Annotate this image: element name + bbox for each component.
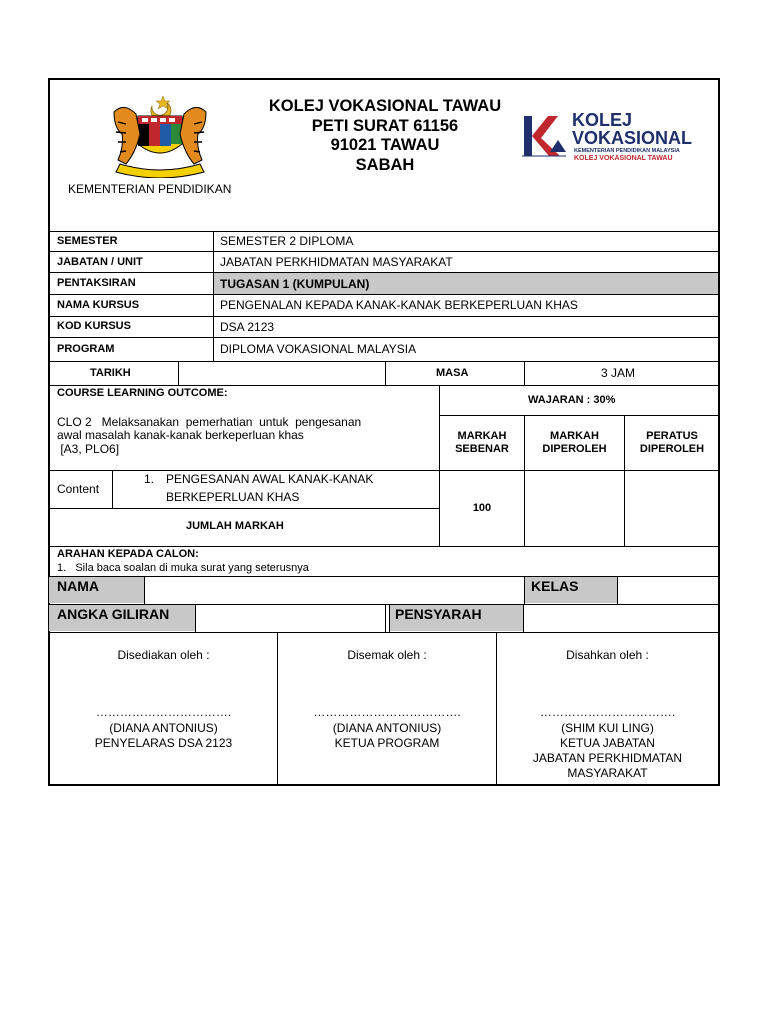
nama-field[interactable]: [145, 577, 524, 603]
signature-prepared-title: Disediakan oleh :: [117, 648, 210, 662]
header-markah-diperoleh-l1: MARKAH: [550, 430, 599, 442]
signature-checked-title: Disemak oleh :: [347, 648, 427, 662]
ministry-label: KEMENTERIAN PENDIDIKAN: [68, 182, 232, 196]
value-masa: 3 JAM: [601, 366, 636, 380]
signature-approved-dept-2: MASYARAKAT: [567, 766, 648, 780]
label-kod-kursus: KOD KURSUS: [57, 320, 131, 332]
header-markah-sebenar-l2: SEBENAR: [455, 443, 509, 455]
kelas-field[interactable]: [618, 577, 718, 603]
signature-approved-line: …………………………….: [539, 705, 676, 719]
arahan-item: 1. Sila baca soalan di muka surat yang seterusnya: [57, 562, 309, 574]
content-item-number: 1.: [144, 472, 155, 486]
label-masa: MASA: [436, 367, 469, 379]
header-peratus-diperoleh: [625, 430, 719, 456]
wajaran-label: WAJARAN : 30%: [528, 394, 616, 406]
signature-prepared-line: …………………………….: [95, 705, 232, 719]
nama-label: NAMA: [57, 578, 99, 594]
header-markah-sebenar-l1: MARKAH: [457, 430, 507, 442]
signature-checked: [278, 648, 496, 750]
header-markah-diperoleh-l2: DIPEROLEH: [542, 443, 607, 455]
clo-line-3: [A3, PLO6]: [57, 442, 120, 456]
signature-approved-title: Disahkan oleh :: [566, 648, 649, 662]
value-nama-kursus: PENGENALAN KEPADA KANAK-KANAK BERKEPERLUAN KHAS: [220, 298, 578, 312]
label-jabatan: JABATAN / UNIT: [57, 256, 143, 268]
jumlah-markah-label: JUMLAH MARKAH: [186, 520, 284, 532]
label-tarikh: TARIKH: [90, 367, 131, 379]
signature-approved-dept-1: JABATAN PERKHIDMATAN: [532, 751, 683, 765]
pensyarah-label: PENSYARAH: [395, 606, 482, 622]
content-label: Content: [57, 482, 100, 496]
logo-sub-college: KOLEJ VOKASIONAL TAWAU: [574, 155, 673, 162]
signature-approved-name: (SHIM KUI LING): [561, 721, 654, 735]
college-state: SABAH: [355, 155, 415, 174]
label-semester: SEMESTER: [57, 235, 118, 247]
clo-line-2: awal masalah kanak-kanak berkeperluan khas: [57, 428, 304, 442]
header-markah-diperoleh: [525, 430, 624, 456]
value-program: DIPLOMA VOKASIONAL MALAYSIA: [220, 342, 417, 356]
content-item-line-1: PENGESANAN AWAL KANAK-KANAK: [166, 472, 374, 486]
label-pentaksiran: PENTAKSIRAN: [57, 277, 136, 289]
signature-prepared: [50, 648, 277, 750]
pensyarah-field[interactable]: [524, 605, 718, 631]
college-title: [220, 97, 550, 175]
peratus-diperoleh-cell[interactable]: [625, 471, 719, 546]
kelas-label: KELAS: [531, 578, 579, 594]
college-name: KOLEJ VOKASIONAL TAWAU: [268, 97, 502, 115]
value-kod-kursus: DSA 2123: [220, 320, 275, 334]
markah-sebenar-value: 100: [472, 502, 492, 514]
header-peratus-diperoleh-l1: PERATUS: [646, 430, 698, 442]
logo-word-vokasional: VOKASIONAL: [572, 128, 693, 148]
college-postcode-city: 91021 TAWAU: [330, 136, 440, 154]
header-peratus-diperoleh-l2: DIPEROLEH: [639, 443, 705, 455]
value-pentaksiran: TUGASAN 1 (KUMPULAN): [220, 277, 370, 291]
logo-sub-ministry: KEMENTERIAN PENDIDIKAN MALAYSIA: [574, 148, 680, 154]
logo-word-kolej: KOLEJ: [572, 110, 633, 130]
clo-line-1: CLO 2 Melaksanakan pemerhatian untuk pengesanan: [57, 415, 362, 429]
signature-checked-role: KETUA PROGRAM: [334, 736, 440, 750]
label-nama-kursus: NAMA KURSUS: [57, 299, 140, 311]
value-jabatan: JABATAN PERKHIDMATAN MASYARAKAT: [220, 255, 453, 269]
signature-prepared-role: PENYELARAS DSA 2123: [94, 736, 233, 750]
signature-checked-name: (DIANA ANTONIUS): [332, 721, 442, 735]
signature-checked-line: ……………………………….: [313, 705, 461, 719]
angka-giliran-field[interactable]: [196, 605, 385, 631]
angka-giliran-label: ANGKA GILIRAN: [57, 606, 170, 622]
content-item-line-2: BERKEPERLUAN KHAS: [166, 490, 300, 504]
markah-diperoleh-cell[interactable]: [525, 471, 624, 546]
college-postbox: PETI SURAT 61156: [311, 116, 459, 135]
arahan-heading: ARAHAN KEPADA CALON:: [57, 548, 199, 560]
kolej-vokasional-logo: [520, 112, 710, 164]
value-semester: SEMESTER 2 DIPLOMA: [220, 234, 354, 248]
signature-approved-role: KETUA JABATAN: [560, 736, 655, 750]
label-program: PROGRAM: [57, 343, 115, 355]
signature-prepared-name: (DIANA ANTONIUS): [109, 721, 218, 735]
clo-heading: COURSE LEARNING OUTCOME:: [57, 387, 228, 399]
header-markah-sebenar: [440, 430, 524, 456]
coat-of-arms-logo: [100, 92, 220, 178]
signature-approved: [497, 648, 718, 780]
